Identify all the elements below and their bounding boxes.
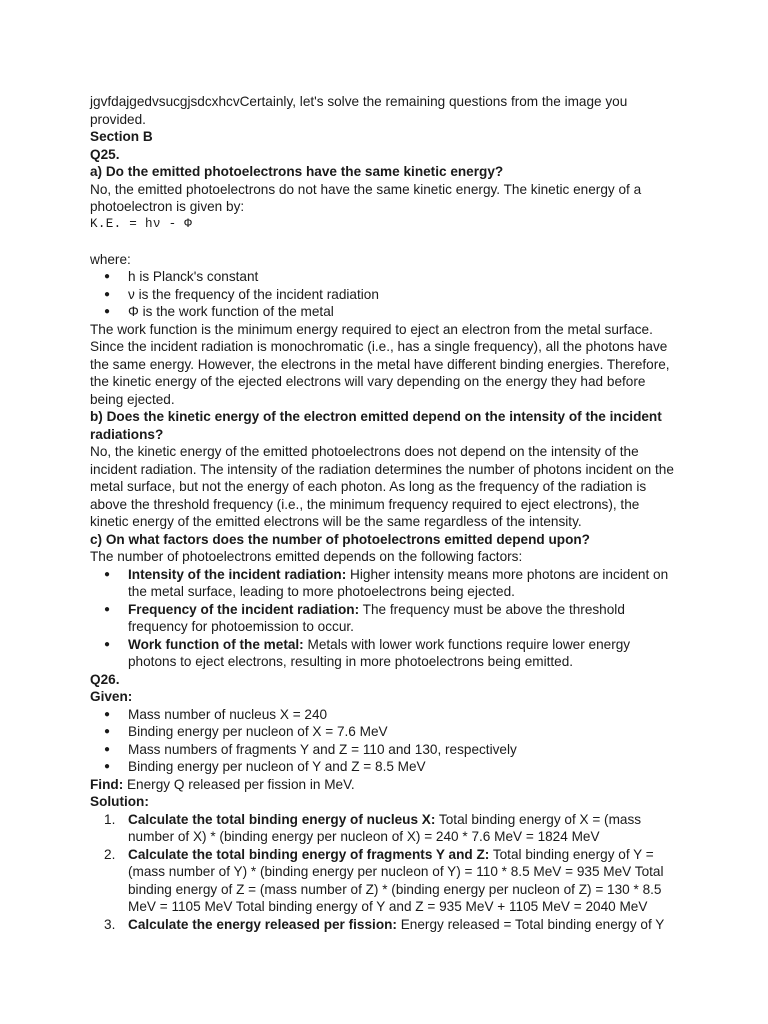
q25c-answer: The number of photoelectrons emitted depends on the following factors: [90,549,523,564]
solution-steps [90,811,680,934]
given-label: Given: [90,689,133,704]
q25a-explanation: The work function is the minimum energy required to eject an electron from the metal surface. Since the incident radiation is monochromatic (i.e., has a single frequency), all the photons have the same energy. However, the electrons in the metal have different binding energies. Therefore, the kinetic energy of the ejected electrons will vary depending on the energy they had before being ejected. [90,321,670,407]
list-item [90,566,680,601]
step-title: Calculate the total binding energy of nucleus X: [128,811,436,827]
list-item: ● Binding energy per nucleon of Y and Z = 8.5 MeV [90,758,680,776]
step-text: Energy released = Total binding energy of Y [396,916,665,932]
list-item [90,601,680,636]
list-item: ● Binding energy per nucleon of X = 7.6 MeV [90,723,680,741]
step-text: Total binding energy of Y = (mass number of Y) * (binding energy per nucleon of Y) = 110 * 8.5 MeV = 935 MeV Total binding energy of Z = (mass number of Z) * (binding energy per nucleon of Z) = 130 * 8.5 MeV = 1105 MeV Total binding energy of Y and Z = 935 MeV + 1105 MeV = 2040 MeV [128,846,664,914]
q25b-answer: No, the kinetic energy of the emitted photoelectrons does not depend on the intensity of the incident radiation. The intensity of the radiation determines the number of photons incident on the metal surface, but not the energy of each photon. As long as the frequency of the radiation is above the threshold frequency (i.e., the minimum frequency required to eject electrons), the kinetic energy of the emitted electrons will be the same regardless of the intensity. [90,444,674,529]
step-text: Total binding energy of X = (mass number of X) * (binding energy per nucleon of X) = 240 * 7.6 MeV = 1824 MeV [128,811,642,844]
q25c-question: c) On what factors does the number of photoelectrons emitted depend upon? [90,531,590,547]
q25a-answer: No, the emitted photoelectrons do not have the same kinetic energy. The kinetic energy of a photoelectron is given by: [90,181,642,214]
list-item: ● h is Planck's constant [90,268,680,286]
factor-title: Intensity of the incident radiation: [128,566,347,582]
section-heading: Section B [90,129,153,144]
find-label: Find: [90,776,124,792]
find-text: Energy Q released per fission in MeV. [123,776,355,792]
q25b-question: b) Does the kinetic energy of the electron emitted depend on the intensity of the incident radiations? [90,409,662,442]
step-title: Calculate the total binding energy of fragments Y and Z: [128,846,490,862]
list-item [90,811,680,846]
list-item: ● Mass number of nucleus X = 240 [90,706,680,724]
solution-label: Solution: [90,794,149,809]
list-item: ● Φ is the work function of the metal [90,303,680,321]
document-page [90,93,680,933]
given-list [90,706,680,776]
factors-list [90,566,680,671]
q25a-question: a) Do the emitted photoelectrons have the same kinetic energy? [90,164,504,179]
factor-text: Higher intensity means more photons are incident on the metal surface, leading to more photoelectrons being ejected. [128,566,669,599]
step-title: Calculate the energy released per fission: [128,916,397,932]
formula-terms-list [90,268,680,321]
find-line [90,776,680,794]
list-item: ● Mass numbers of fragments Y and Z = 110 and 130, respectively [90,741,680,759]
factor-text: The frequency must be above the threshold frequency for photoemission to occur. [128,601,625,634]
list-item [90,916,680,934]
list-item: ● ν is the frequency of the incident radiation [90,286,680,304]
list-item [90,846,680,916]
q25-label: Q25. [90,146,120,162]
factor-title: Frequency of the incident radiation: [128,601,360,617]
q26-label: Q26. [90,671,120,687]
spacer [90,233,680,251]
factor-title: Work function of the metal: [128,636,304,652]
list-item [90,636,680,671]
kinetic-energy-formula: K.E. = hν - Φ [90,216,193,231]
factor-text: Metals with lower work functions require lower energy photons to eject electrons, resulting in more photoelectrons being emitted. [128,636,631,669]
where-label: where: [90,251,131,267]
intro-text: jgvfdajgedvsucgjsdcxhcvCertainly, let's solve the remaining questions from the image you provided. [90,94,628,127]
